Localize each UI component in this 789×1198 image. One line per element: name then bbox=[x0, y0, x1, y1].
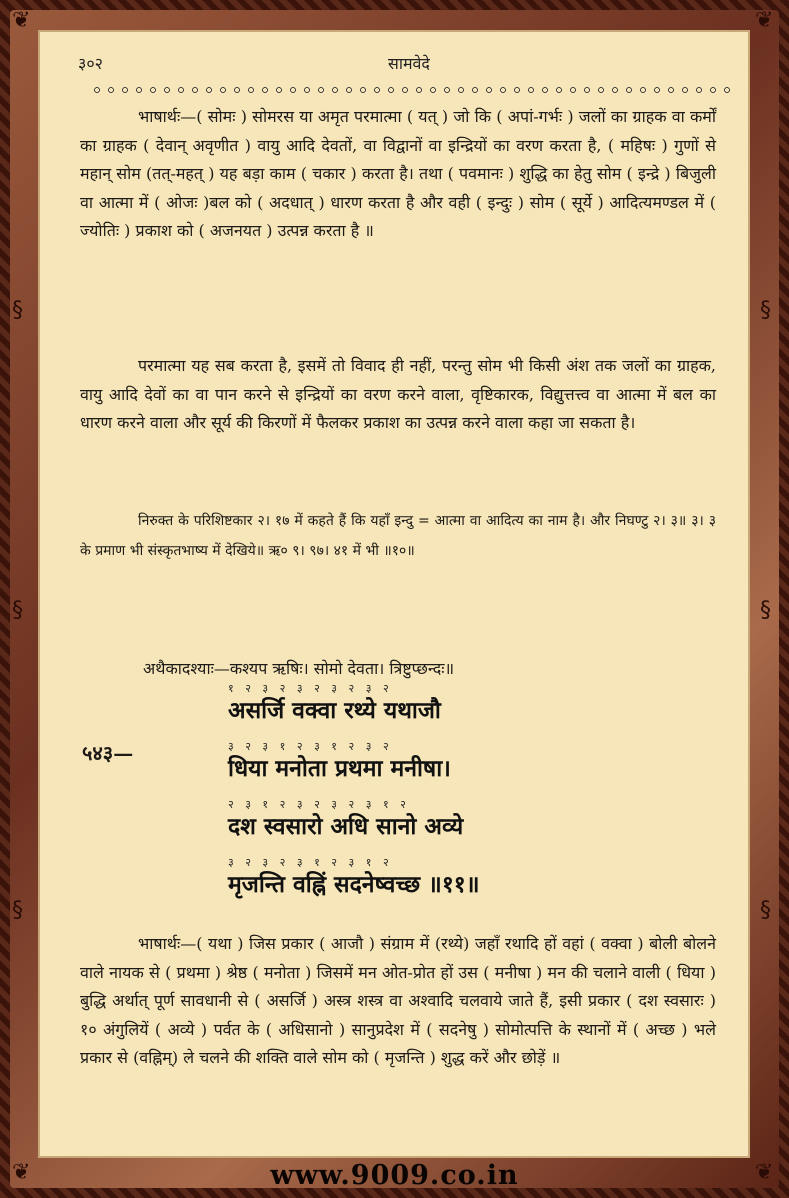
mantra-text: असर्जि वक्वा रथ्ये यथाजौ bbox=[228, 697, 441, 724]
mantra-line bbox=[228, 856, 608, 900]
mantra-text: धिया मनोता प्रथमा मनीषा। bbox=[228, 755, 451, 782]
header-divider bbox=[90, 86, 730, 94]
corner-swirl-icon: ❦ bbox=[12, 1160, 31, 1185]
mantra-text: दश स्वसारो अधि सानो अव्ये bbox=[228, 813, 464, 840]
corner-swirl-icon: ❦ bbox=[12, 8, 31, 33]
mantra-line bbox=[228, 682, 608, 726]
side-swirl-icon: § bbox=[12, 898, 23, 923]
side-swirl-icon: § bbox=[760, 898, 771, 923]
corner-swirl-icon: ❦ bbox=[755, 1160, 774, 1185]
website-watermark: www.9009.co.in bbox=[270, 1160, 519, 1191]
paragraph-commentary: परमात्मा यह सब करता है, इसमें तो विवाद ही नहीं, परन्तु सोम भी किसी अंश तक जलों का ग्राहक, वायु आदि देवों का वा पान करने से इन्द्रियों का वरण करने वाला, वृष्टिकारक, विद्युत्तत्त्व वा आत्मा में बल का धारण करने वाला और सूर्य की किरणों में फैलकर प्रकाश का उत्पन्न करने वाला कहा जा सकता है। bbox=[80, 356, 716, 432]
side-swirl-icon: § bbox=[12, 298, 23, 323]
mantra-line bbox=[228, 740, 608, 784]
accent-marks: २ ३ १ २ ३ २ ३ २ ३ १ २ bbox=[228, 798, 410, 811]
page-header bbox=[78, 52, 718, 76]
mantra-text: मृजन्ति वह्निं सदनेष्वच्छ ॥११॥ bbox=[228, 871, 480, 898]
paragraph-reference: निरुक्त के परिशिष्टकार २। १७ में कहते हैं कि यहाँ इन्दु = आत्मा वा आदित्य का नाम है। और निघण्टु २। ३॥ ३। ३ के प्रमाण भी संस्कृतभाष्य में देखिये॥ ऋ० ९। ९७। ४१ में भी ॥१०॥ bbox=[80, 513, 716, 559]
accent-marks: ३ २ ३ २ ३ १ २ ३ १ २ bbox=[228, 856, 393, 869]
accent-marks: ३ २ ३ १ २ ३ १ २ ३ २ bbox=[228, 740, 393, 753]
corner-swirl-icon: ❦ bbox=[755, 8, 774, 33]
book-page bbox=[38, 30, 750, 1158]
mantra-line bbox=[228, 798, 608, 842]
page-number: ३०२ bbox=[78, 54, 103, 73]
paragraph-bhashartha-1: भाषार्थः—( सोमः ) सोमरस या अमृत परमात्मा ( यत् ) जो कि ( अपां-गर्भः ) जलों का ग्राहक वा कर्मों का ग्राहक ( देवान् अवृणीत ) वायु आदि देवतों, वा विद्वानों वा इन्द्रियों का वरण करता है, ( महिषः ) गुणों से महान् सोम (तत्-महत् ) यह बड़ा काम ( चकार ) करता है। तथा ( पवमानः ) शुद्धि का हेतु सोम ( इन्द्रे ) बिजुली वा आत्मा में ( ओजः )बल को ( अदधात् ) धारण करता है और वही ( इन्दुः ) सोम ( सूर्ये ) आदित्यमण्डल में ( ज्योतिः ) प्रकाश को ( अजनयत ) उत्पन्न करता है ॥ bbox=[80, 107, 716, 240]
mantra-introduction: अथैकादश्याः—कश्यप ऋषिः। सोमो देवता। त्रिष्टुप्छन्दः॥ bbox=[143, 659, 455, 678]
accent-marks: १ २ ३ २ ३ २ ३ २ ३ २ bbox=[228, 682, 393, 695]
side-swirl-icon: § bbox=[760, 298, 771, 323]
paragraph-bhashartha-2: भाषार्थः—( यथा ) जिस प्रकार ( आजौ ) संग्राम में (रथ्ये) जहाँ रथादि हों वहां ( वक्वा ) बोली बोलने वाले नायक से ( प्रथमा ) श्रेष्ठ ( मनोता ) जिसमें मन ओत-प्रोत हों उस ( मनीषा ) मन की चलाने वाली ( धिया ) बुद्धि अर्थात् पूर्ण सावधानी से ( असर्जि ) अस्त्र शस्त्र वा अश्वादि चलवाये जाते हैं, इसी प्रकार ( दश स्वसारः ) १० अंगुलियें ( अव्ये ) पर्वत के ( अधिसानो ) सानुप्रदेश में ( सदनेषु ) सोमोत्पत्ति के स्थानों में ( अच्छ ) भले प्रकार से (वह्निम्) ले चलने की शक्ति वाले सोम को ( मृजन्ति ) शुद्ध करें और छोड़ें ॥ bbox=[80, 934, 716, 1067]
side-swirl-icon: § bbox=[12, 598, 23, 623]
side-swirl-icon: § bbox=[760, 598, 771, 623]
mantra-number: ५४३— bbox=[82, 741, 134, 765]
page-title: सामवेदे bbox=[388, 54, 430, 73]
